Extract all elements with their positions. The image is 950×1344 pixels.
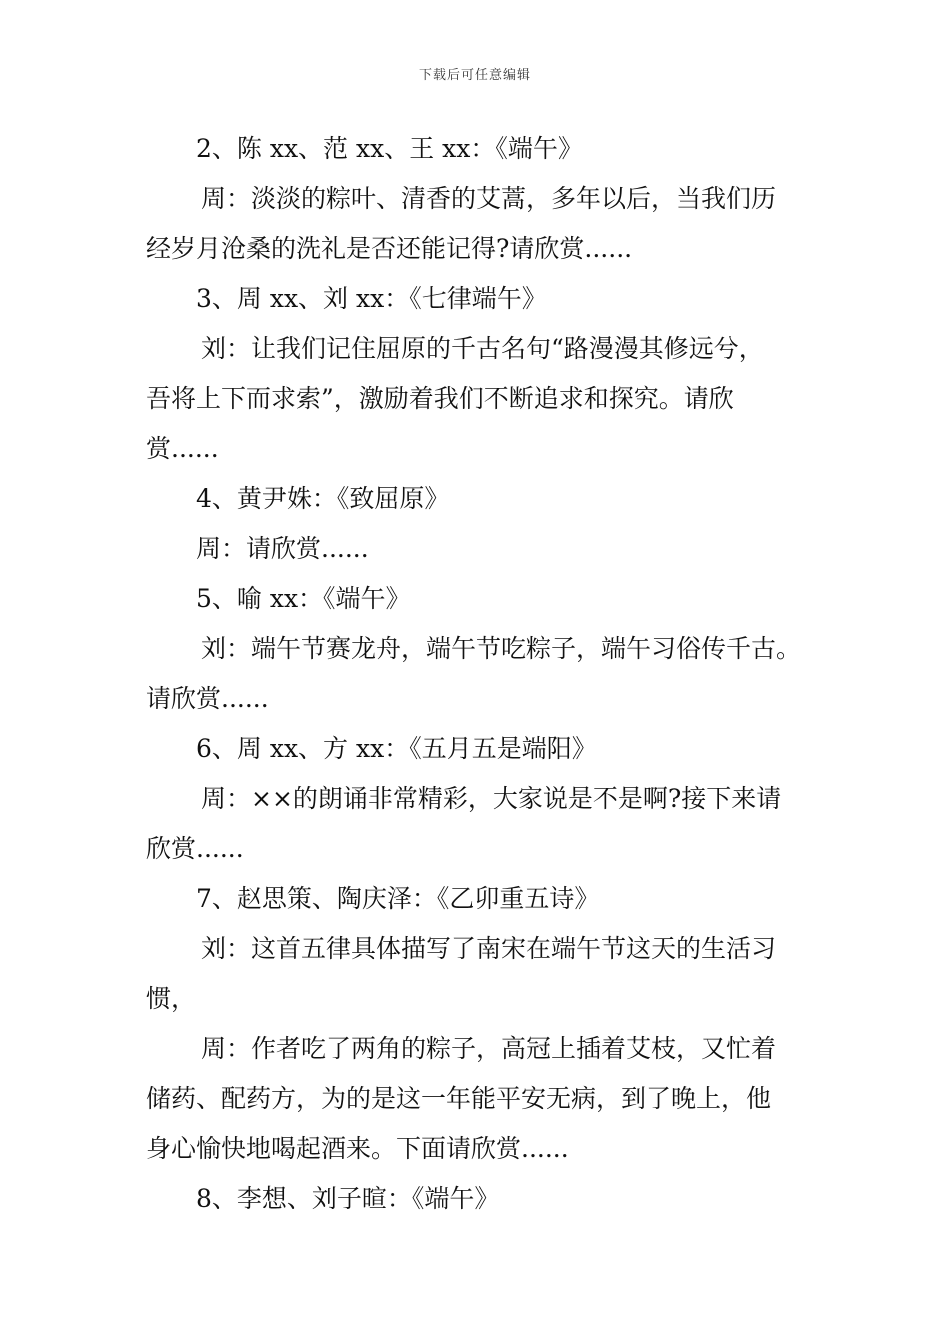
program-item-2-title: 2、陈 xx、范 xx、王 xx：《端午》 — [196, 134, 583, 163]
program-item-5-title: 5、喻 xx：《端午》 — [196, 584, 411, 613]
program-item-4-title: 4、黄尹姝：《致屈原》 — [196, 484, 450, 513]
host-line-continuation: 吾将上下而求索”，激励着我们不断追求和探究。请欣 — [146, 384, 734, 413]
program-item-8-title: 8、李想、刘子暄：《端午》 — [196, 1184, 500, 1213]
host-line-continuation: 惯， — [146, 984, 197, 1013]
host-line-zhou: 周：××的朗诵非常精彩，大家说是不是啊?接下来请 — [201, 784, 782, 813]
host-line-continuation: 请欣赏...... — [146, 684, 269, 713]
host-line-zhou: 周：作者吃了两角的粽子，高冠上插着艾枝，又忙着 — [201, 1034, 777, 1063]
host-line-liu: 刘：端午节赛龙舟，端午节吃粽子，端午习俗传千古。 — [201, 634, 802, 663]
host-line-continuation: 经岁月沧桑的洗礼是否还能记得?请欣赏...... — [146, 234, 633, 263]
document-body — [146, 124, 826, 1224]
program-item-7-title: 7、赵思策、陶庆泽：《乙卯重五诗》 — [196, 884, 600, 913]
host-line-continuation: 赏...... — [146, 434, 219, 463]
program-item-3-title: 3、周 xx、刘 xx：《七律端午》 — [196, 284, 547, 313]
page-header-note: 下载后可任意编辑 — [418, 68, 531, 83]
host-line-liu: 刘：这首五律具体描写了南宋在端午节这天的生活习 — [201, 934, 777, 963]
host-line-zhou: 周：请欣赏...... — [196, 534, 369, 563]
program-item-6-title: 6、周 xx、方 xx：《五月五是端阳》 — [196, 734, 597, 763]
host-line-continuation: 储药、配药方，为的是这一年能平安无病，到了晚上，他 — [146, 1084, 772, 1113]
host-line-continuation: 欣赏...... — [146, 834, 244, 863]
host-line-zhou: 周：淡淡的粽叶、清香的艾蒿，多年以后，当我们历 — [201, 184, 777, 213]
host-line-liu: 刘：让我们记住屈原的千古名句“路漫漫其修远兮， — [201, 334, 764, 363]
host-line-continuation: 身心愉快地喝起酒来。下面请欣赏...... — [146, 1134, 569, 1163]
